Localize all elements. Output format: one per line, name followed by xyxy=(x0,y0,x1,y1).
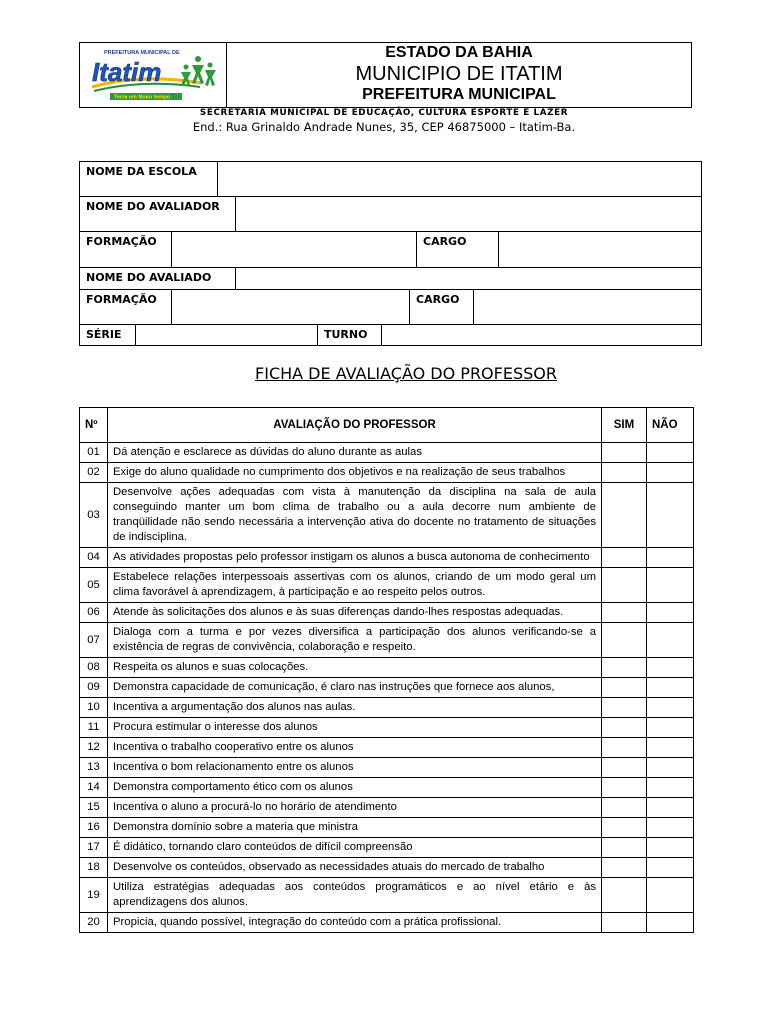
item-text: As atividades propostas pelo professor instigam os alunos a busca autonoma de conhecimento xyxy=(108,548,602,568)
item-text: Procura estimular o interesse dos alunos xyxy=(108,718,602,738)
field-serie[interactable] xyxy=(136,325,318,345)
table-row xyxy=(80,603,694,623)
field-nome-escola[interactable] xyxy=(218,162,701,196)
sim-checkbox-cell[interactable] xyxy=(602,443,647,463)
label-formacao-2: FORMAÇÃO xyxy=(80,290,172,324)
item-text: Utiliza estratégias adequadas aos conteúdos programáticos e ao nível etário e às aprendizagens dos alunos. xyxy=(108,878,602,913)
table-row xyxy=(80,798,694,818)
table-row xyxy=(80,548,694,568)
item-text: Estabelece relações interpessoais assertivas com os alunos, criando de um modo geral um clima favorável à aprendizagem, à participação e ao respeito pelos outros. xyxy=(108,568,602,603)
sim-checkbox-cell[interactable] xyxy=(602,878,647,913)
nao-checkbox-cell[interactable] xyxy=(647,913,694,933)
label-cargo-1: CARGO xyxy=(417,232,499,267)
sim-checkbox-cell[interactable] xyxy=(602,548,647,568)
sim-checkbox-cell[interactable] xyxy=(602,623,647,658)
item-number: 01 xyxy=(80,443,108,463)
sim-checkbox-cell[interactable] xyxy=(602,798,647,818)
table-row xyxy=(80,483,694,548)
item-number: 02 xyxy=(80,463,108,483)
table-row xyxy=(80,698,694,718)
nao-checkbox-cell[interactable] xyxy=(647,548,694,568)
item-number: 12 xyxy=(80,738,108,758)
item-number: 18 xyxy=(80,858,108,878)
nao-checkbox-cell[interactable] xyxy=(647,718,694,738)
table-row xyxy=(80,878,694,913)
logo-top-text: PREFEITURA MUNICIPAL DE xyxy=(104,50,180,56)
nao-checkbox-cell[interactable] xyxy=(647,568,694,603)
sim-checkbox-cell[interactable] xyxy=(602,698,647,718)
item-number: 05 xyxy=(80,568,108,603)
header-item: AVALIAÇÃO DO PROFESSOR xyxy=(108,408,602,443)
table-row xyxy=(80,838,694,858)
prefeitura-title: PREFEITURA MUNICIPAL xyxy=(362,86,556,103)
sim-checkbox-cell[interactable] xyxy=(602,738,647,758)
nao-checkbox-cell[interactable] xyxy=(647,818,694,838)
field-turno[interactable] xyxy=(382,325,701,345)
nao-checkbox-cell[interactable] xyxy=(647,738,694,758)
nao-checkbox-cell[interactable] xyxy=(647,858,694,878)
sim-checkbox-cell[interactable] xyxy=(602,603,647,623)
item-text: Respeita os alunos e suas colocações. xyxy=(108,658,602,678)
field-nome-avaliado[interactable] xyxy=(236,268,701,289)
label-cargo-2: CARGO xyxy=(410,290,474,324)
item-text: Propicia, quando possível, integração do conteúdo com a prática profissional. xyxy=(108,913,602,933)
itatim-logo xyxy=(80,43,227,107)
nao-checkbox-cell[interactable] xyxy=(647,623,694,658)
item-number: 14 xyxy=(80,778,108,798)
item-text: Demonstra capacidade de comunicação, é claro nas instruções que fornece aos alunos, xyxy=(108,678,602,698)
field-nome-avaliador[interactable] xyxy=(236,197,701,231)
nao-checkbox-cell[interactable] xyxy=(647,778,694,798)
sim-checkbox-cell[interactable] xyxy=(602,858,647,878)
header-nao: NÃO xyxy=(647,408,694,443)
sim-checkbox-cell[interactable] xyxy=(602,838,647,858)
field-cargo-1[interactable] xyxy=(499,232,701,267)
item-number: 17 xyxy=(80,838,108,858)
nao-checkbox-cell[interactable] xyxy=(647,798,694,818)
table-row xyxy=(80,778,694,798)
sim-checkbox-cell[interactable] xyxy=(602,658,647,678)
item-text: Demonstra domínio sobre a materia que ministra xyxy=(108,818,602,838)
municipality-title: MUNICIPIO DE ITATIM xyxy=(355,63,563,85)
item-text: Incentiva o bom relacionamento entre os alunos xyxy=(108,758,602,778)
state-title: ESTADO DA BAHIA xyxy=(385,44,533,61)
sim-checkbox-cell[interactable] xyxy=(602,778,647,798)
nao-checkbox-cell[interactable] xyxy=(647,603,694,623)
table-row xyxy=(80,678,694,698)
secretaria-line: SECRETARIA MUNICIPAL DE EDUCAÇÃO, CULTURA ESPORTE E LAZER xyxy=(199,108,569,118)
form-title: FICHA DE AVALIAÇÃO DO PROFESSOR xyxy=(255,364,557,383)
item-number: 13 xyxy=(80,758,108,778)
sim-checkbox-cell[interactable] xyxy=(602,568,647,603)
header-num: Nº xyxy=(80,408,108,443)
row-nome-avaliador xyxy=(80,197,701,232)
address-line: End.: Rua Grinaldo Andrade Nunes, 35, CEP 46875000 – Itatim-Ba. xyxy=(192,120,576,134)
table-row xyxy=(80,568,694,603)
sim-checkbox-cell[interactable] xyxy=(602,463,647,483)
nao-checkbox-cell[interactable] xyxy=(647,463,694,483)
label-turno: TURNO xyxy=(318,325,382,345)
evaluation-table xyxy=(79,407,694,933)
item-text: Incentiva o trabalho cooperativo entre os alunos xyxy=(108,738,602,758)
item-text: Dialoga com a turma e por vezes diversifica a participação dos alunos verificando-se a existência de regras de convivência, colaboração e respeito. xyxy=(108,623,602,658)
item-number: 08 xyxy=(80,658,108,678)
sim-checkbox-cell[interactable] xyxy=(602,483,647,548)
table-row xyxy=(80,858,694,878)
item-text: É didático, tornando claro conteúdos de difícil compreensão xyxy=(108,838,602,858)
nao-checkbox-cell[interactable] xyxy=(647,483,694,548)
label-nome-avaliado: NOME DO AVALIADO xyxy=(80,268,236,289)
table-row xyxy=(80,738,694,758)
row-nome-avaliado xyxy=(80,268,701,290)
nao-checkbox-cell[interactable] xyxy=(647,838,694,858)
row-nome-escola xyxy=(80,162,701,197)
logo-slogan: Terra em Novo tempo xyxy=(114,94,171,101)
item-text: Dá atenção e esclarece as dúvidas do aluno durante as aulas xyxy=(108,443,602,463)
item-number: 10 xyxy=(80,698,108,718)
row-serie-turno xyxy=(80,325,701,345)
item-number: 09 xyxy=(80,678,108,698)
table-row xyxy=(80,818,694,838)
nao-checkbox-cell[interactable] xyxy=(647,758,694,778)
sim-checkbox-cell[interactable] xyxy=(602,913,647,933)
item-number: 07 xyxy=(80,623,108,658)
table-row xyxy=(80,658,694,678)
table-header-row xyxy=(80,408,694,443)
field-formacao-2[interactable] xyxy=(172,290,410,324)
field-cargo-2[interactable] xyxy=(474,290,701,324)
table-row xyxy=(80,718,694,738)
table-row xyxy=(80,443,694,463)
item-text: Atende às solicitações dos alunos e às suas diferenças dando-lhes respostas adequadas. xyxy=(108,603,602,623)
header-box xyxy=(79,42,692,108)
sim-checkbox-cell[interactable] xyxy=(602,758,647,778)
item-number: 20 xyxy=(80,913,108,933)
identification-table xyxy=(79,161,702,346)
table-row xyxy=(80,913,694,933)
nao-checkbox-cell[interactable] xyxy=(647,878,694,913)
label-serie: SÉRIE xyxy=(80,325,136,345)
logo-name: Itatim xyxy=(92,57,162,87)
item-text: Incentiva a argumentação dos alunos nas aulas. xyxy=(108,698,602,718)
item-text: Exige do aluno qualidade no cumprimento dos objetivos e na realização de seus trabalhos xyxy=(108,463,602,483)
item-number: 15 xyxy=(80,798,108,818)
label-nome-escola: NOME DA ESCOLA xyxy=(80,162,218,196)
sim-checkbox-cell[interactable] xyxy=(602,678,647,698)
table-row xyxy=(80,623,694,658)
item-number: 06 xyxy=(80,603,108,623)
item-number: 03 xyxy=(80,483,108,548)
nao-checkbox-cell[interactable] xyxy=(647,658,694,678)
header-text xyxy=(227,43,691,107)
nao-checkbox-cell[interactable] xyxy=(647,698,694,718)
label-formacao-1: FORMAÇÃO xyxy=(80,232,172,267)
item-text: Incentiva o aluno a procurá-lo no horário de atendimento xyxy=(108,798,602,818)
sim-checkbox-cell[interactable] xyxy=(602,718,647,738)
table-row xyxy=(80,463,694,483)
row-formacao-2 xyxy=(80,290,701,325)
sim-checkbox-cell[interactable] xyxy=(602,818,647,838)
nao-checkbox-cell[interactable] xyxy=(647,443,694,463)
nao-checkbox-cell[interactable] xyxy=(647,678,694,698)
item-number: 16 xyxy=(80,818,108,838)
item-number: 04 xyxy=(80,548,108,568)
item-text: Desenvolve ações adequadas com vista à manutenção da disciplina na sala de aula conseguindo manter um bom clima de trabalho ou a aula decorre num ambiente de tranqüilidade não sendo necessária a intervenção ativa do docente no tratamento de situações de indisciplina. xyxy=(108,483,602,548)
row-formacao-1 xyxy=(80,232,701,268)
item-text: Demonstra comportamento ético com os alunos xyxy=(108,778,602,798)
label-nome-avaliador: NOME DO AVALIADOR xyxy=(80,197,236,231)
item-number: 11 xyxy=(80,718,108,738)
item-text: Desenvolve os conteúdos, observado as necessidades atuais do mercado de trabalho xyxy=(108,858,602,878)
header-sim: SIM xyxy=(602,408,647,443)
table-row xyxy=(80,758,694,778)
item-number: 19 xyxy=(80,878,108,913)
field-formacao-1[interactable] xyxy=(172,232,417,267)
